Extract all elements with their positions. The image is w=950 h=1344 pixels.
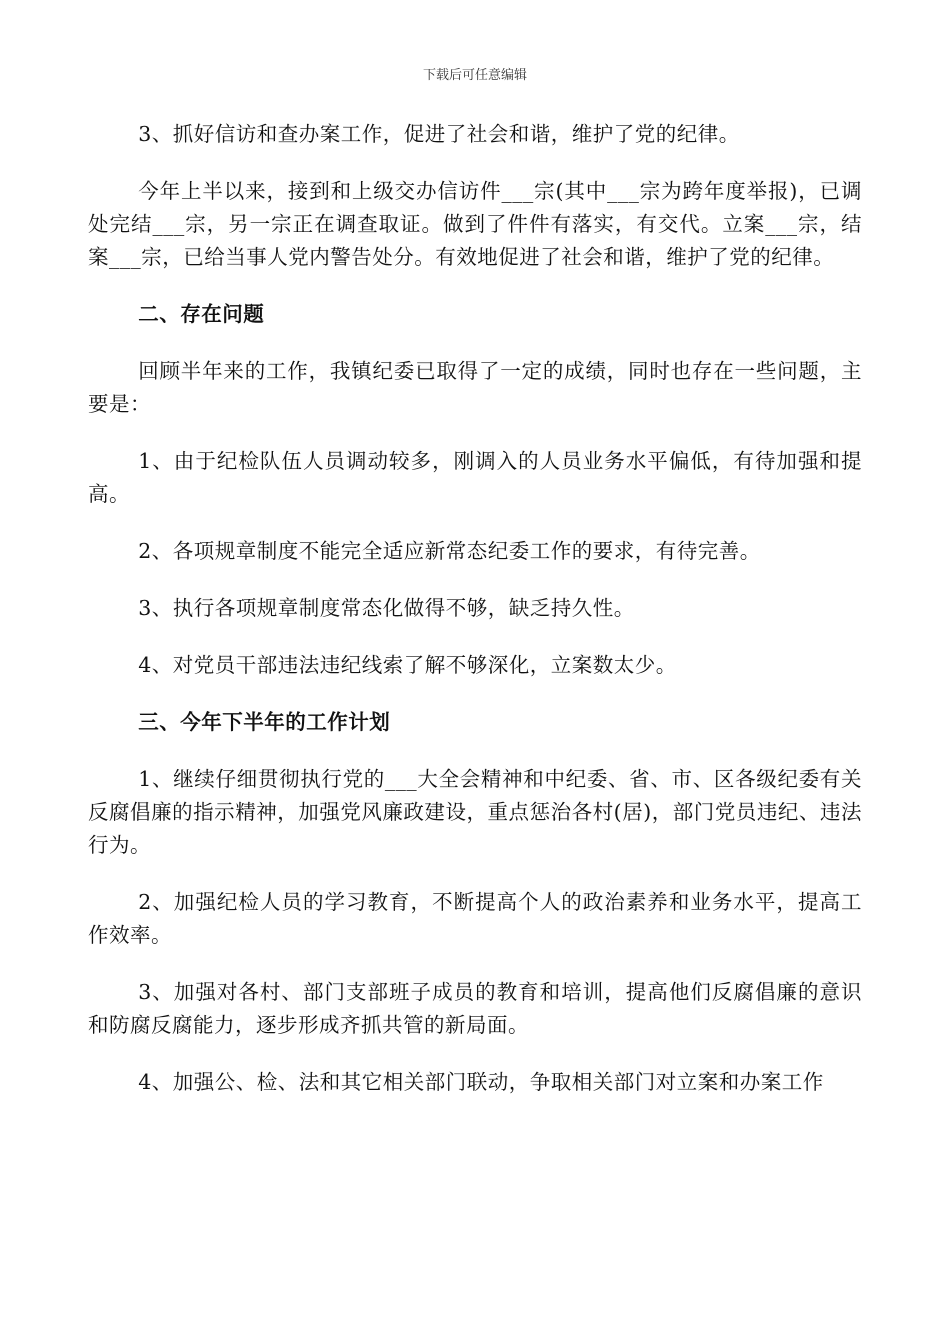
document-body (88, 118, 862, 1123)
section-heading: 三、今年下半年的工作计划 (138, 710, 391, 734)
paragraph: 今年上半以来，接到和上级交办信访件___宗(其中___宗为跨年度举报)，已调处完结___宗，另一宗正在调查取证。做到了件件有落实，有交代。立案___宗，结案___宗，已给当事人党内警告处分。有效地促进了社会和谐，维护了党的纪律。 (88, 179, 862, 269)
paragraph: 1、由于纪检队伍人员调动较多，刚调入的人员业务水平偏低，有待加强和提高。 (88, 449, 862, 506)
paragraph: 4、加强公、检、法和其它相关部门联动，争取相关部门对立案和办案工作 (138, 1070, 824, 1094)
paragraph: 3、执行各项规章制度常态化做得不够，缺乏持久性。 (138, 596, 635, 620)
header-note: 下载后可任意编辑 (422, 68, 527, 83)
paragraph: 1、继续仔细贯彻执行党的___大全会精神和中纪委、省、市、区各级纪委有关反腐倡廉的指示精神，加强党风廉政建设，重点惩治各村(居)，部门党员违纪、违法行为。 (88, 767, 862, 857)
paragraph: 2、各项规章制度不能完全适应新常态纪委工作的要求，有待完善。 (138, 539, 761, 563)
paragraph: 回顾半年来的工作，我镇纪委已取得了一定的成绩，同时也存在一些问题，主要是： (88, 359, 862, 416)
paragraph: 3、抓好信访和查办案工作，促进了社会和谐，维护了党的纪律。 (138, 122, 740, 146)
section-heading: 二、存在问题 (138, 302, 265, 326)
paragraph: 2、加强纪检人员的学习教育，不断提高个人的政治素养和业务水平，提高工作效率。 (88, 890, 862, 947)
paragraph: 4、对党员干部违法违纪线索了解不够深化，立案数太少。 (138, 653, 677, 677)
paragraph: 3、加强对各村、部门支部班子成员的教育和培训，提高他们反腐倡廉的意识和防腐反腐能力，逐步形成齐抓共管的新局面。 (88, 980, 862, 1037)
